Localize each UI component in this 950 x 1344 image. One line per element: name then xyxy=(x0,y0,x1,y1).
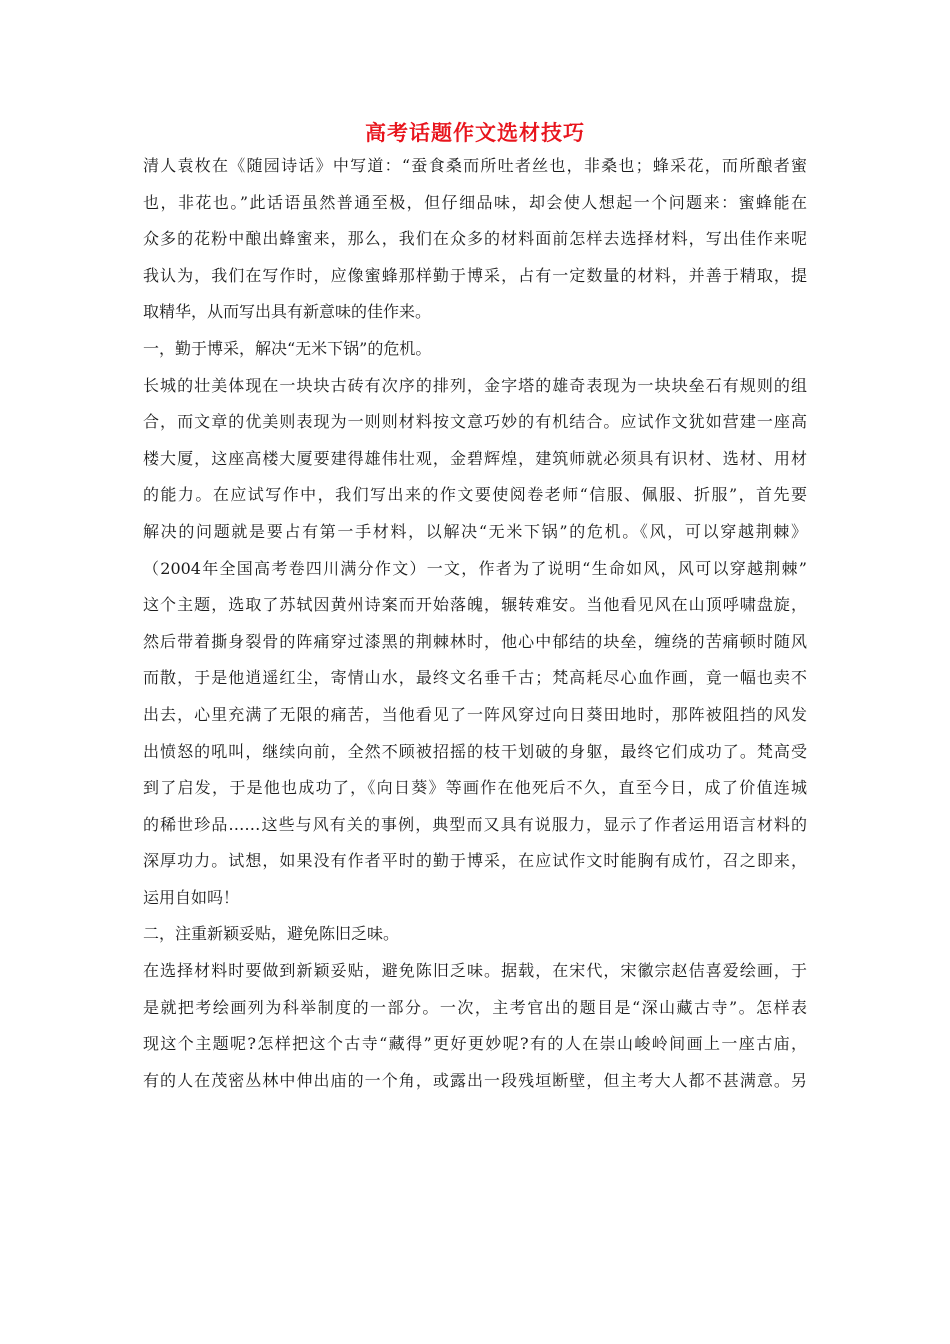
text-line: 也，非花也。”此话语虽然普通至极，但仔细品味，却会使人想起一个问题来：蜜蜂能在 xyxy=(143,192,807,212)
text-line: （2004年全国高考卷四川满分作文）一文，作者为了说明“生命如风，风可以穿越荆棘” xyxy=(143,558,807,578)
text-line: 出愤怒的吼叫，继续向前，全然不顾被招摇的枝干划破的身躯，最终它们成功了。梵高受 xyxy=(143,741,807,761)
text-line: 我认为，我们在写作时，应像蜜蜂那样勤于博采，占有一定数量的材料，并善于精取，提 xyxy=(143,265,807,285)
document-body xyxy=(143,148,807,1099)
text-line: 的稀世珍品……这些与风有关的事例，典型而又具有说服力，显示了作者运用语言材料的 xyxy=(143,814,807,834)
text-line: 一，勤于博采，解决“无米下锅”的危机。 xyxy=(143,338,432,358)
text-line: 清人袁枚在《随园诗话》中写道：“蚕食桑而所吐者丝也，非桑也；蜂采花，而所酿者蜜 xyxy=(143,156,807,175)
text-line: 二，注重新颖妥贴，避免陈旧乏味。 xyxy=(143,924,400,944)
text-line: 现这个主题呢?怎样把这个古寺“藏得”更好更妙呢?有的人在崇山峻岭间画上一座古庙， xyxy=(143,1034,807,1054)
text-line: 而散，于是他逍遥红尘，寄情山水，最终文名垂千古；梵高耗尽心血作画，竟一幅也卖不 xyxy=(143,668,807,688)
text-line: 楼大厦，这座高楼大厦要建得雄伟壮观，金碧辉煌，建筑师就必须具有识材、选材、用材 xyxy=(143,448,807,468)
text-line: 这个主题，选取了苏轼因黄州诗案而开始落魄，辗转难安。当他看见风在山顶呼啸盘旋， xyxy=(143,595,807,615)
text-line: 出去，心里充满了无限的痛苦，当他看见了一阵风穿过向日葵田地时，那阵被阻挡的风发 xyxy=(143,704,807,724)
text-line: 运用自如吗！ xyxy=(143,887,240,907)
text-line: 是就把考绘画列为科举制度的一部分。一次，主考官出的题目是“深山藏古寺”。怎样表 xyxy=(143,997,807,1017)
text-line: 深厚功力。试想，如果没有作者平时的勤于博采，在应试作文时能胸有成竹，召之即来， xyxy=(143,851,807,871)
document-title: 高考话题作文选材技巧 xyxy=(365,120,585,145)
text-line: 到了启发，于是他也成功了，《向日葵》等画作在他死后不久，直至今日，成了价值连城 xyxy=(143,778,807,798)
text-line: 合，而文章的优美则表现为一则则材料按文意巧妙的有机结合。应试作文犹如营建一座高 xyxy=(143,412,807,432)
text-line: 的能力。在应试写作中，我们写出来的作文要使阅卷老师“信服、佩服、折服”，首先要 xyxy=(143,485,807,505)
text-line: 有的人在茂密丛林中伸出庙的一个角，或露出一段残垣断壁，但主考大人都不甚满意。另 xyxy=(143,1070,807,1090)
text-line: 长城的壮美体现在一块块古砖有次序的排列，金字塔的雄奇表现为一块块垒石有规则的组 xyxy=(143,375,807,395)
text-line: 在选择材料时要做到新颖妥贴，避免陈旧乏味。据载，在宋代，宋徽宗赵佶喜爱绘画，于 xyxy=(143,961,807,981)
text-line: 解决的问题就是要占有第一手材料，以解决“无米下锅”的危机。《风，可以穿越荆棘》 xyxy=(143,521,807,541)
text-line: 取精华，从而写出具有新意味的佳作来。 xyxy=(143,302,432,322)
text-line: 然后带着撕身裂骨的阵痛穿过漆黑的荆棘林时，他心中郁结的块垒，缠绕的苦痛顿时随风 xyxy=(143,631,807,651)
text-line: 众多的花粉中酿出蜂蜜来，那么，我们在众多的材料面前怎样去选择材料，写出佳作来呢 xyxy=(143,229,807,249)
